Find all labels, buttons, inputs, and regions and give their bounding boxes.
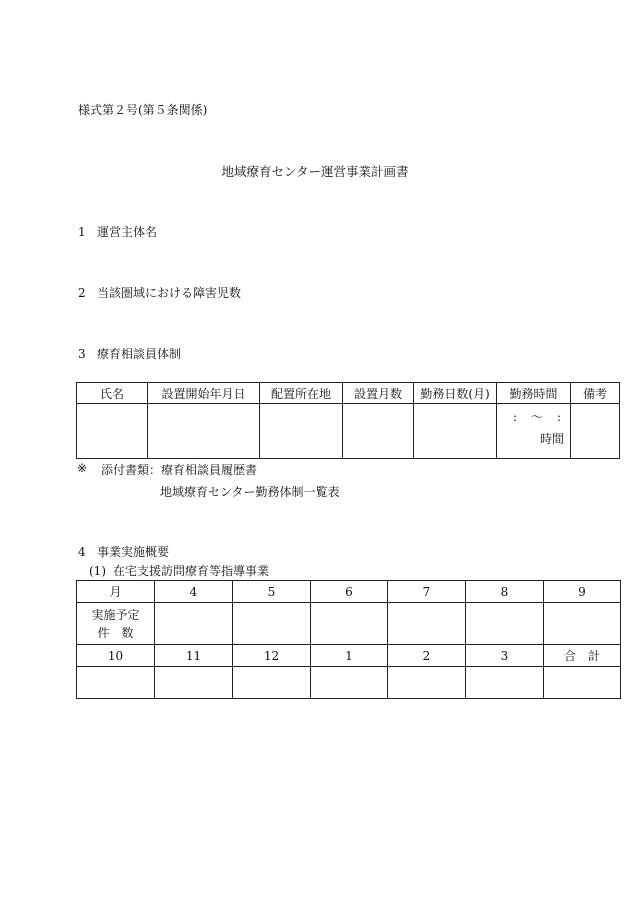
planned-count-label	[77, 603, 155, 645]
month-cell: 11	[155, 645, 233, 667]
header-remarks: 備考	[571, 383, 620, 404]
count-field[interactable]	[77, 667, 155, 699]
total-field[interactable]	[544, 667, 621, 699]
subsection-heading	[89, 562, 269, 579]
section-label: 事業実施概要	[97, 545, 170, 559]
months-field[interactable]	[343, 404, 414, 459]
section-number: 1	[78, 225, 86, 239]
count-field[interactable]	[544, 603, 621, 645]
month-cell: 3	[466, 645, 544, 667]
time-tilde: 〜	[530, 410, 543, 424]
total-header-cell: 合 計	[544, 645, 621, 667]
planned-count-label-line2: 件 数	[97, 625, 134, 640]
header-work-days: 勤務日数(月)	[414, 383, 497, 404]
section-number: 4	[78, 545, 86, 559]
document-title: 地域療育センター運営事業計画書	[221, 164, 409, 179]
header-work-hours: 勤務時間	[497, 383, 571, 404]
section-2-heading	[78, 284, 241, 301]
month-label-cell: 月	[77, 581, 155, 603]
work-days-field[interactable]	[414, 404, 497, 459]
work-hours-field[interactable]	[497, 404, 571, 459]
note-attachments-line2: 地域療育センター勤務体制一覧表	[160, 485, 340, 499]
count-field[interactable]	[466, 603, 544, 645]
count-field[interactable]	[311, 603, 388, 645]
count-field[interactable]	[233, 667, 311, 699]
section-label: 療育相談員体制	[97, 347, 182, 361]
header-name: 氏名	[77, 383, 148, 404]
note-attachments: 添付書類：療育相談員履歴書	[101, 463, 258, 477]
section-number: 2	[78, 286, 86, 300]
plan-table-months-row-2	[77, 645, 621, 667]
section-label: 運営主体名	[97, 225, 158, 239]
month-cell: 9	[544, 581, 621, 603]
name-field[interactable]	[77, 404, 148, 459]
plan-table-months-row-1	[77, 581, 621, 603]
time-unit-label: 時間	[539, 432, 564, 446]
month-cell: 12	[233, 645, 311, 667]
plan-table-count-row-2	[77, 667, 621, 699]
section-3-heading	[78, 345, 181, 362]
subsection-number: (1)	[89, 564, 106, 578]
header-location: 配置所在地	[260, 383, 343, 404]
remarks-field[interactable]	[571, 404, 620, 459]
count-field[interactable]	[155, 667, 233, 699]
staff-table-header-row	[77, 383, 620, 404]
count-field[interactable]	[466, 667, 544, 699]
staff-table	[76, 382, 620, 459]
time-colon: :	[512, 410, 518, 424]
staff-table-input-row	[77, 404, 620, 459]
plan-table	[76, 580, 621, 699]
section-1-heading	[78, 223, 157, 240]
time-colon: :	[556, 410, 562, 424]
location-field[interactable]	[260, 404, 343, 459]
month-cell: 7	[388, 581, 466, 603]
section-4-heading	[78, 543, 169, 560]
month-cell: 10	[77, 645, 155, 667]
month-cell: 4	[155, 581, 233, 603]
time-range	[505, 408, 569, 425]
count-field[interactable]	[155, 603, 233, 645]
count-field[interactable]	[311, 667, 388, 699]
header-months: 設置月数	[343, 383, 414, 404]
planned-count-label-line1: 実施予定	[91, 607, 140, 622]
header-start-date: 設置開始年月日	[148, 383, 260, 404]
section-label: 当該圏域における障害児数	[97, 286, 242, 300]
count-field[interactable]	[388, 667, 466, 699]
month-cell: 1	[311, 645, 388, 667]
plan-table-count-row-1	[77, 603, 621, 645]
start-date-field[interactable]	[148, 404, 260, 459]
month-cell: 2	[388, 645, 466, 667]
subsection-label: 在宅支援訪問療育等指導事業	[113, 564, 270, 578]
note-mark: ※	[77, 461, 88, 475]
month-cell: 6	[311, 581, 388, 603]
month-cell: 5	[233, 581, 311, 603]
form-number: 様式第２号(第５条関係)	[78, 103, 208, 117]
count-field[interactable]	[233, 603, 311, 645]
count-field[interactable]	[388, 603, 466, 645]
month-cell: 8	[466, 581, 544, 603]
section-number: 3	[78, 347, 86, 361]
